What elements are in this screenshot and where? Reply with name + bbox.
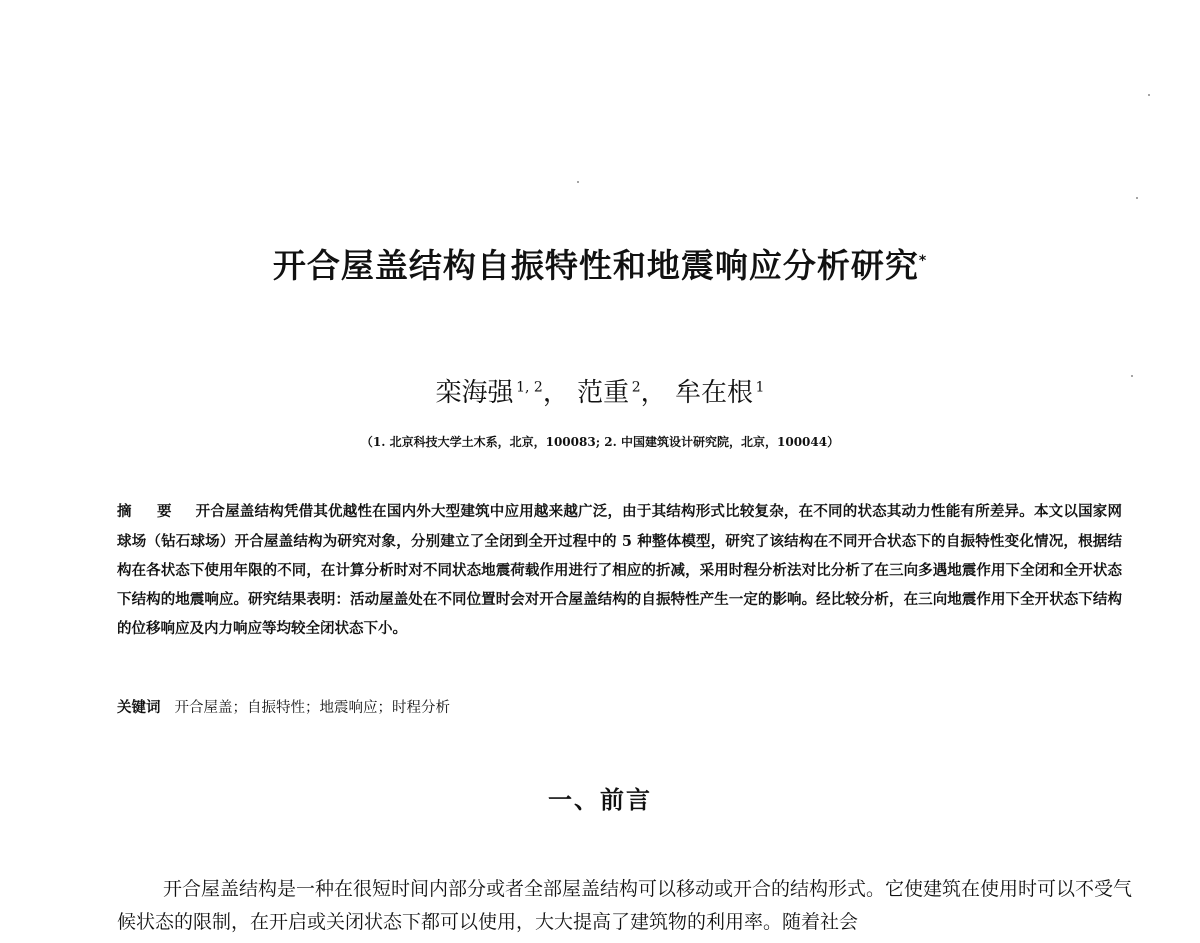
author-affiliation-mark: 1, 2	[516, 379, 543, 396]
title-footnote-mark: *	[918, 253, 928, 269]
author-list	[0, 372, 1200, 409]
author-separator: ，	[640, 378, 667, 408]
author-name: 栾海强	[435, 378, 514, 408]
section-heading: 一、前言	[548, 786, 652, 814]
scan-speck	[1136, 197, 1138, 199]
abstract-text: 开合屋盖结构凭借其优越性在国内外大型建筑中应用越来越广泛，由于其结构形式比较复杂，在不同的状态其动力性能有所差异。本文以国家网球场（钻石球场）开合屋盖结构为研究对象，分别建立了全闭到全开过程中的 5 种整体模型，研究了该结构在不同开合状态下的自振特性变化情况，根据结构在各状态下使用年限的不同，在计算分析时对不同状态地震荷载作用进行了相应的折减，采用时程分析法对比分析了在三向多遇地震作用下全闭和全开状态下结构的地震响应。研究结果表明：活动屋盖处在不同位置时会对开合屋盖结构的自振特性产生一定的影响。经比较分析，在三向地震作用下全开状态下结构的位移响应及内力响应等均较全闭状态下小。	[117, 503, 1122, 637]
scan-speck	[577, 181, 579, 183]
paper-title	[0, 240, 1200, 287]
affiliations: （1. 北京科技大学土木系，北京，100083; 2. 中国建筑设计研究院，北京，100044）	[360, 435, 840, 449]
keywords-text: 开合屋盖；自振特性；地震响应；时程分析	[174, 700, 450, 716]
author-name: 范重	[577, 378, 630, 408]
body-paragraph: 开合屋盖结构是一种在很短时间内部分或者全部屋盖结构可以移动或开合的结构形式。它使建筑在使用时可以不受气候状态的限制，在开启或关闭状态下都可以使用，大大提高了建筑物的利用率。随着社会	[117, 878, 1133, 933]
author-name: 牟在根	[674, 378, 753, 408]
abstract	[117, 497, 1122, 643]
keywords-label: 关键词	[117, 700, 161, 716]
abstract-label: 摘 要	[117, 504, 182, 520]
author-affiliation-mark: 1	[755, 379, 765, 396]
author-affiliation-mark: 2	[631, 379, 641, 396]
keywords	[117, 696, 1122, 720]
title-text: 开合屋盖结构自振特性和地震响应分析研究	[272, 246, 919, 285]
author-separator: ，	[542, 378, 569, 408]
scan-speck	[1148, 94, 1150, 96]
scan-speck	[1131, 375, 1133, 377]
